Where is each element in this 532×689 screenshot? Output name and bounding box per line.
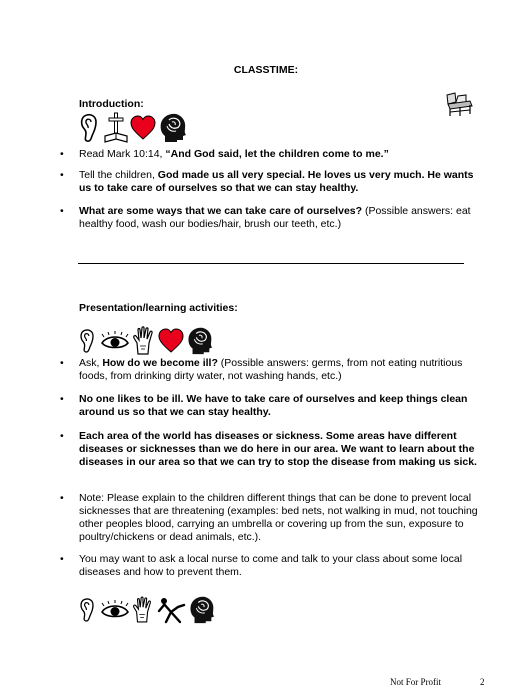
bullet-bold-text: Each area of the world has diseases or sickness. Some areas have different diseases or sicknesses than we do here in our area. We want to learn about the diseases in our area so that we can try to stop the disease from making us sick. [79, 430, 477, 468]
bullet-bold-text: “And God said, let the children come to me.” [165, 148, 389, 160]
bullet-text: (Possible answers: germs, from not eating nutritious foods, from drinking dirty water, not washing hands, etc.) [79, 357, 463, 382]
bullet-text: (Possible answers: eat healthy food, wash our bodies/hair, brush our teeth, etc.) [79, 205, 471, 230]
bullet-bold-text: What are some ways that we can take care of ourselves? [79, 205, 363, 217]
bullet-bold-text: God made us all very special. He loves us very much. He wants us to take care of ourselves so that we can stay healthy. [79, 169, 474, 194]
heart-icon [130, 115, 156, 141]
heart-icon [158, 328, 184, 354]
bullet-marker: • [60, 393, 64, 405]
page-number: 2 [480, 677, 485, 687]
introduction-heading: Introduction: [79, 98, 144, 110]
presentation-heading: Presentation/learning activities: [79, 302, 238, 314]
bullet-marker: • [60, 148, 64, 160]
stretching-person-icon [156, 595, 186, 625]
bullet-text: Note: Please explain to the children different things that can be done to prevent local sicknesses that are threatening (examples: bed nets, not walking in mud, not touching other peoples blood, carrying an umbrella or covering up from the sun, exposure to poultry/chickens or dead animals, etc.). [79, 492, 478, 543]
eye-icon [100, 330, 130, 352]
bullet-marker: • [60, 492, 64, 504]
head-profile-icon [186, 325, 214, 357]
bullet-text: Tell the children, [79, 169, 158, 181]
bullet-marker: • [60, 205, 64, 217]
head-profile-icon [188, 594, 216, 626]
bible-cross-icon [104, 112, 128, 144]
footer-text: Not For Profit [390, 677, 442, 687]
bottom-icons [78, 594, 216, 626]
hand-icon [132, 326, 156, 356]
bullet-text: You may want to ask a local nurse to come and talk to your class about some local diseases and how to prevent them. [79, 553, 463, 578]
presentation-icons [78, 325, 214, 357]
bullet-marker: • [60, 430, 64, 442]
head-profile-icon [158, 112, 188, 144]
classroom-desk-icon [444, 92, 474, 118]
bullet-marker: • [60, 357, 64, 369]
page-title: CLASSTIME: [233, 64, 299, 76]
ear-icon [78, 113, 102, 143]
bullet-bold-text: How do we become ill? [102, 357, 218, 369]
ear-icon [78, 595, 98, 625]
section-divider [78, 263, 464, 264]
bullet-bold-text: No one likes to be ill. We have to take care of ourselves and keep things clean around us so that we can stay healthy. [79, 393, 468, 418]
bullet-text: Ask, [79, 357, 103, 369]
introduction-icons [78, 112, 188, 144]
bullet-marker: • [60, 169, 64, 181]
hand-icon [132, 595, 154, 625]
eye-icon [100, 599, 130, 621]
ear-icon [78, 326, 98, 356]
bullet-marker: • [60, 553, 64, 565]
bullet-text: Read Mark 10:14, [79, 148, 166, 160]
